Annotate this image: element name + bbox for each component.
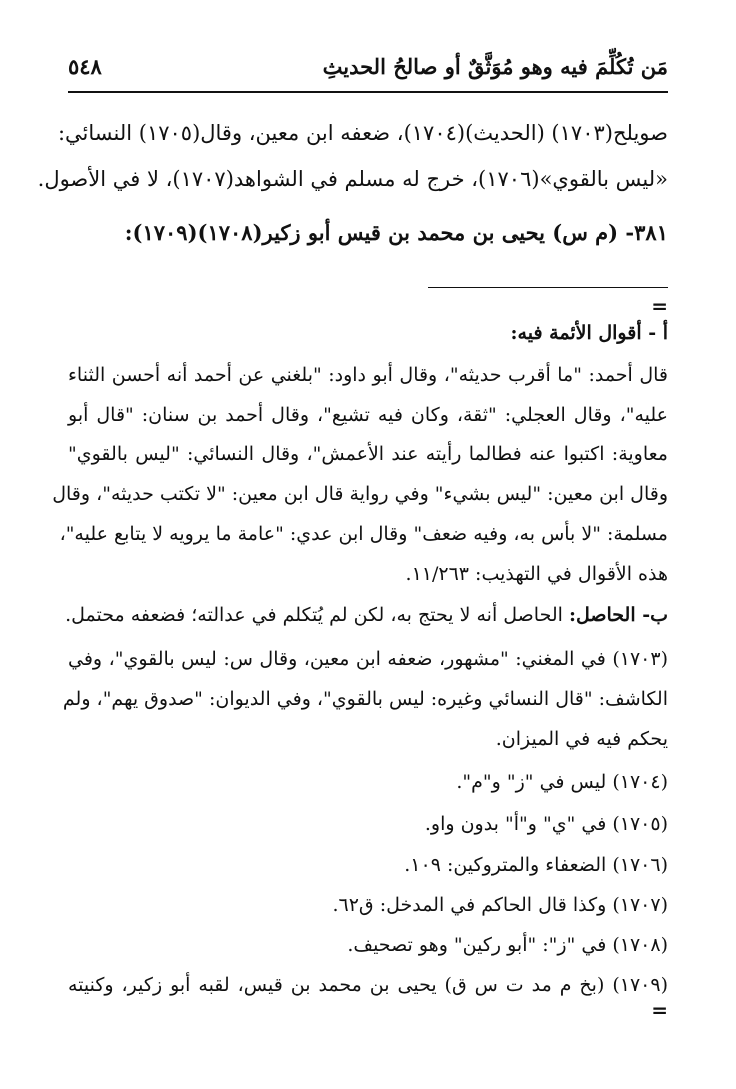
footnote-1709: (١٧٠٩) (بخ م مد ت س ق) يحيى بن محمد بن قيس، لقبه أبو زكير، وكنيته bbox=[68, 974, 668, 996]
section-a-line: مسلمة: "لا بأس به، وفيه ضعف" وقال ابن عدي: "عامة ما يرويه لا يتابع عليه"، bbox=[59, 523, 668, 545]
section-a-line: وقال ابن معين: "ليس بشيء" وفي رواية قال ابن معين: "لا تكتب حديثه"، وقال bbox=[52, 483, 668, 505]
page-header bbox=[68, 44, 668, 88]
footnote-1703-line: الكاشف: "قال النسائي وغيره: ليس بالقوي"، وفي الديوان: "صدوق يهم"، ولم bbox=[62, 688, 668, 710]
footnote-1707: (١٧٠٧) وكذا قال الحاكم في المدخل: ق٦٢. bbox=[332, 894, 668, 916]
entry-381-heading: ٣٨١- (م س) يحيى بن محمد بن قيس أبو زكير(١٧٠٨)(١٧٠٩): bbox=[124, 220, 668, 245]
footnote-1703-line: (١٧٠٣) في المغني: "مشهور، ضعفه ابن معين، وقال س: ليس بالقوي"، وفي bbox=[68, 648, 668, 670]
main-text-line-1: صويلح(١٧٠٣) (الحديث)(١٧٠٤)، ضعفه ابن معين، وقال(١٧٠٥) النسائي: bbox=[57, 121, 668, 145]
section-a-line: معاوية: اكتبوا عنه فطالما رأيته عند الأعمش"، وقال النسائي: "ليس بالقوي" bbox=[68, 443, 668, 465]
section-b-text: الحاصل أنه لا يحتج به، لكن لم يُتكلم في عدالته؛ فضعفه محتمل. bbox=[65, 604, 569, 626]
main-text-line-2: «ليس بالقوي»(١٧٠٦)، خرج له مسلم في الشواهد(١٧٠٧)، لا في الأصول. bbox=[37, 167, 668, 191]
footnote-separator bbox=[428, 287, 668, 288]
continuation-mark-bottom: = bbox=[651, 998, 668, 1022]
section-a-line: هذه الأقوال في التهذيب: ١١/٢٦٣. bbox=[405, 563, 668, 585]
continuation-mark-top: = bbox=[651, 294, 668, 318]
page-number: ٥٤٨ bbox=[68, 53, 102, 79]
footnote-1703-line: يحكم فيه في الميزان. bbox=[495, 728, 668, 750]
section-b-label: ب- الحاصل: bbox=[568, 604, 668, 626]
section-a-line: عليه"، وقال العجلي: "ثقة، وكان فيه تشيع"، وقال أحمد بن سنان: "قال أبو bbox=[68, 404, 668, 426]
section-b bbox=[65, 598, 668, 632]
section-a-title: أ - أقوال الأئمة فيه: bbox=[510, 322, 668, 344]
footnote-1705: (١٧٠٥) في "ي" و"أ" بدون واو. bbox=[424, 813, 668, 835]
footnote-1708: (١٧٠٨) في "ز": "أبو ركين" وهو تصحيف. bbox=[347, 934, 668, 956]
section-a-line: قال أحمد: "ما أقرب حديثه"، وقال أبو داود: "بلغني عن أحمد أنه أحسن الثناء bbox=[68, 364, 668, 386]
footnote-1706: (١٧٠٦) الضعفاء والمتروكين: ١٠٩. bbox=[404, 854, 668, 876]
running-title: مَن تُكُلِّمَ فيه وهو مُوَثَّقٌ أو صالحُ الحديثِ bbox=[322, 53, 668, 79]
footnote-1704: (١٧٠٤) ليس في "ز" و"م". bbox=[456, 771, 668, 793]
header-divider bbox=[68, 91, 668, 93]
